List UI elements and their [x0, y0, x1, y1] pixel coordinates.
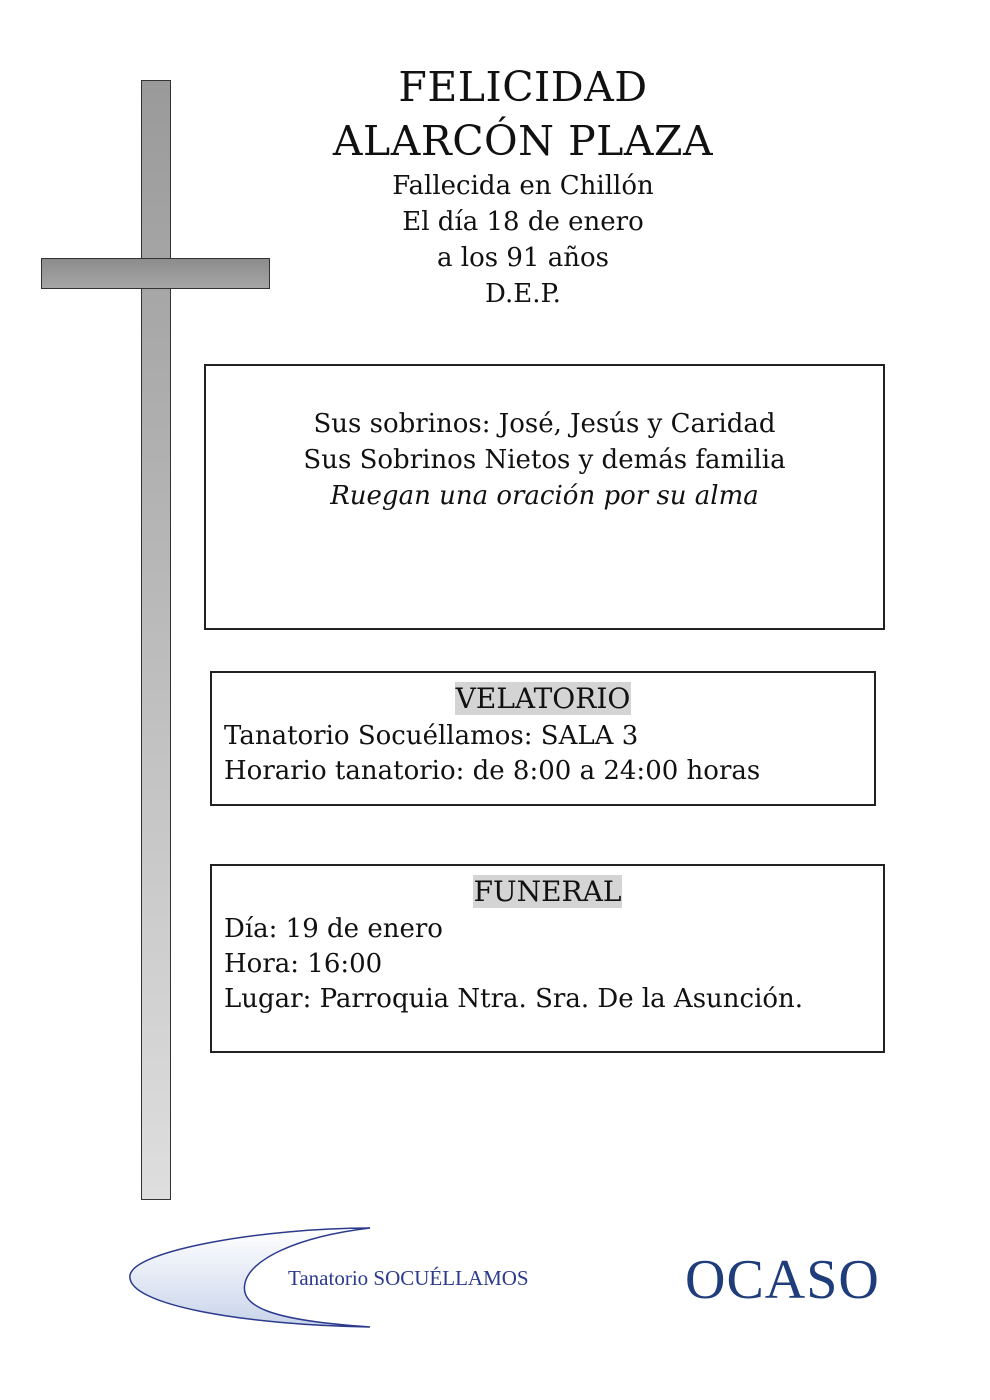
death-date: El día 18 de enero	[402, 207, 644, 237]
death-place: Fallecida en Chillón	[392, 171, 654, 201]
family-nephews: Sus sobrinos: José, Jesús y Caridad	[313, 409, 776, 439]
family-box	[204, 364, 885, 630]
age-at-death: a los 91 años	[437, 243, 609, 273]
velatorio-title: VELATORIO	[455, 682, 631, 715]
rip-text: D.E.P.	[485, 279, 561, 309]
velatorio-box	[210, 671, 876, 806]
tanatorio-logo-text: Tanatorio SOCUÉLLAMOS	[288, 1266, 529, 1290]
ocaso-logo: OCASO	[685, 1249, 880, 1311]
obituary-header	[300, 60, 746, 312]
funeral-time: Hora: 16:00	[224, 949, 383, 979]
funeral-place: Lugar: Parroquia Ntra. Sra. De la Asunción.	[224, 984, 804, 1014]
cross-horizontal-bar	[41, 258, 270, 289]
velatorio-location: Tanatorio Socuéllamos: SALA 3	[224, 721, 639, 751]
deceased-first-name: FELICIDAD	[398, 63, 648, 111]
family-prayer: Ruegan una oración por su alma	[330, 481, 759, 511]
funeral-title: FUNERAL	[473, 875, 622, 908]
velatorio-hours: Horario tanatorio: de 8:00 a 24:00 horas	[224, 756, 761, 786]
deceased-last-name: ALARCÓN PLAZA	[332, 117, 714, 165]
funeral-day: Día: 19 de enero	[224, 914, 443, 944]
funeral-box	[210, 864, 885, 1053]
cross-vertical-bar	[141, 80, 171, 1200]
family-grandnephews: Sus Sobrinos Nietos y demás familia	[303, 445, 786, 475]
